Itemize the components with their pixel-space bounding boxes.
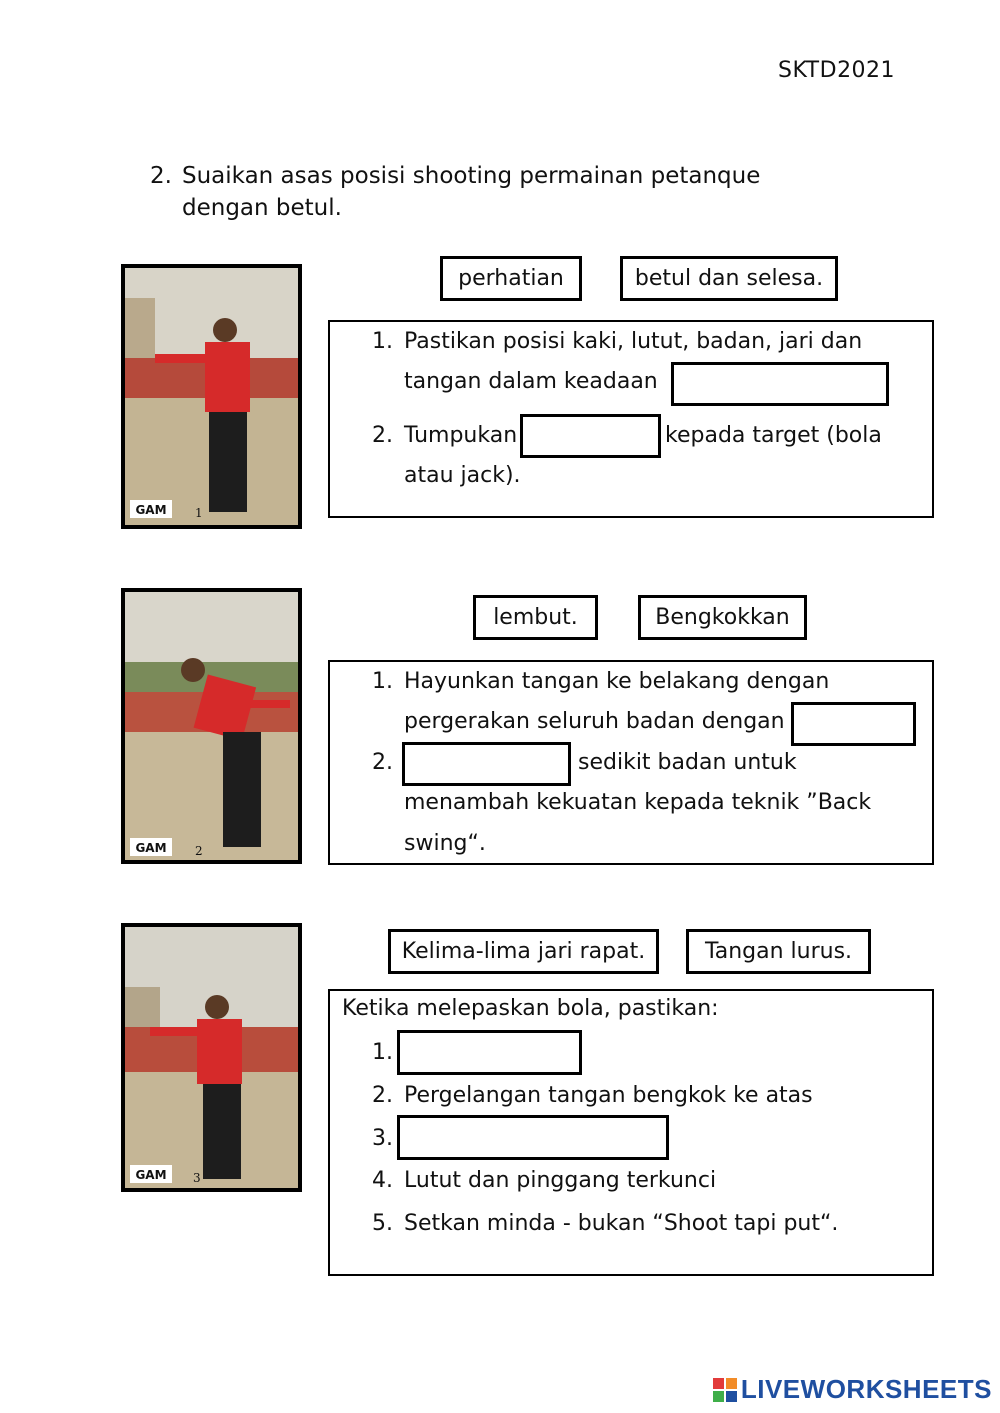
item-text: kepada target (bola <box>665 423 882 448</box>
item-text: Pergelangan tangan bengkok ke atas <box>404 1083 813 1108</box>
worksheet-code: SKTD2021 <box>778 58 896 83</box>
answer-blank[interactable] <box>520 414 661 458</box>
item-text: Tumpukan <box>404 423 518 448</box>
panel-intro: Ketika melepaskan bola, pastikan: <box>342 996 719 1021</box>
answer-chip[interactable]: Bengkokkan <box>638 595 807 640</box>
answer-chip[interactable]: Kelima-lima jari rapat. <box>388 929 659 974</box>
photo-3 <box>121 923 302 1192</box>
item-text: pergerakan seluruh badan dengan <box>404 709 785 734</box>
question-number: 2. <box>150 163 172 189</box>
item-number: 1. <box>372 1040 393 1065</box>
answer-chip[interactable]: lembut. <box>473 595 598 640</box>
item-text: sedikit badan untuk <box>578 750 797 775</box>
item-text: tangan dalam keadaan <box>404 369 658 394</box>
item-number: 2. <box>372 1083 393 1108</box>
photo-3-number: 3 <box>193 1171 201 1185</box>
instruction-panel-1 <box>328 320 934 518</box>
answer-blank[interactable] <box>402 742 571 786</box>
photo-1-label: GAM <box>135 503 167 517</box>
item-text: menambah kekuatan kepada teknik ”Back <box>404 790 872 815</box>
item-text: Setkan minda - bukan “Shoot tapi put“. <box>404 1211 839 1236</box>
liveworksheets-logo[interactable] <box>713 1374 992 1405</box>
answer-blank[interactable] <box>397 1030 582 1075</box>
item-number: 1. <box>372 669 393 694</box>
item-number: 4. <box>372 1168 393 1193</box>
item-text: swing“. <box>404 831 486 856</box>
item-number: 2. <box>372 750 393 775</box>
answer-chip[interactable]: Tangan lurus. <box>686 929 871 974</box>
item-text: Hayunkan tangan ke belakang dengan <box>404 669 830 694</box>
photo-2 <box>121 588 302 864</box>
item-number: 1. <box>372 329 393 354</box>
answer-blank[interactable] <box>791 702 916 746</box>
logo-icon <box>713 1378 737 1402</box>
instruction-panel-2 <box>328 660 934 865</box>
logo-text: LIVEWORKSHEETS <box>740 1374 992 1404</box>
instruction-panel-3 <box>328 989 934 1276</box>
photo-2-label: GAM <box>135 841 167 855</box>
answer-chip[interactable]: betul dan selesa. <box>620 256 838 301</box>
photo-2-number: 2 <box>195 844 203 858</box>
item-text: Pastikan posisi kaki, lutut, badan, jari dan <box>404 329 863 354</box>
photo-1-number: 1 <box>195 506 203 520</box>
photo-1 <box>121 264 302 529</box>
question <box>150 160 832 224</box>
answer-blank[interactable] <box>397 1115 669 1160</box>
answer-blank[interactable] <box>671 362 889 406</box>
item-text: Lutut dan pinggang terkunci <box>404 1168 717 1193</box>
item-text: atau jack). <box>404 463 521 488</box>
answer-chip[interactable]: perhatian <box>440 256 582 301</box>
item-number: 5. <box>372 1211 393 1236</box>
item-number: 2. <box>372 423 393 448</box>
photo-3-label: GAM <box>135 1168 167 1182</box>
item-number: 3. <box>372 1126 393 1151</box>
question-text: Suaikan asas posisi shooting permainan petanque dengan betul. <box>182 163 761 221</box>
